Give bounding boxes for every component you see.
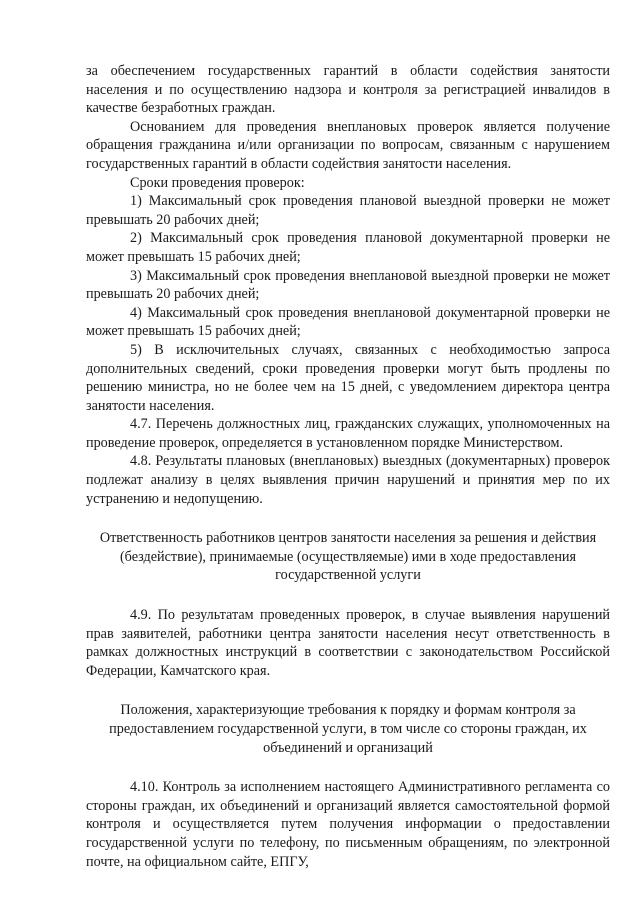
list-item-term-2: 2) Максимальный срок проведения плановой документарной проверки не может превышать 15 рабочих дней; — [86, 230, 610, 265]
spacer — [86, 680, 610, 701]
paragraph-4-10: 4.10. Контроль за исполнением настоящего Административного регламента со стороны граждан, их объединений и организаций является самостоятельной формой контроля и осуществляется путем получения информации о предоставлении государственной услуги по телефону, по письменным обращениям, по электронной почте, на официальном сайте, ЕПГУ, — [86, 779, 610, 870]
section-heading-responsibility: Ответственность работников центров занятости населения за решения и действия (бездействие), принимаемые (осуществляемые) ими в ходе предоставления государственной услуги — [99, 530, 597, 584]
paragraph-4-7: 4.7. Перечень должностных лиц, гражданских служащих, уполномоченных на проведение проверок, определяется в установленном порядке Министерством. — [86, 416, 610, 451]
paragraph-supervision-continuation: за обеспечением государственных гарантий в области содействия занятости населения и по осуществлению надзора и контроля за регистрацией инвалидов в качестве безработных граждан. — [86, 63, 610, 117]
spacer — [86, 508, 610, 529]
section-heading-control-provisions: Положения, характеризующие требования к порядку и формам контроля за предоставлением государственной услуги, в том числе со стороны граждан, их объединений и организаций — [109, 702, 587, 756]
list-item-term-1: 1) Максимальный срок проведения плановой выездной проверки не может превышать 20 рабочих дней; — [86, 193, 610, 228]
document-page — [86, 62, 610, 871]
paragraph-inspection-terms-intro: Сроки проведения проверок: — [130, 174, 305, 191]
paragraph-4-8: 4.8. Результаты плановых (внеплановых) выездных (документарных) проверок подлежат анализу в целях выявления причин нарушений и принятия мер по их устранению и недопущению. — [86, 453, 610, 507]
spacer — [86, 585, 610, 606]
paragraph-unscheduled-grounds: Основанием для проведения внеплановых проверок является получение обращения гражданина и/или организации по вопросам, связанным с нарушением государственных гарантий в области содействия занятости населения. — [86, 118, 610, 172]
list-item-term-5: 5) В исключительных случаях, связанных с необходимостью запроса дополнительных сведений, сроки проведения проверки могут быть продлены по решению министра, но не более чем на 15 дней, с уведомлением директора центра занятости населения. — [86, 341, 610, 414]
spacer — [86, 757, 610, 778]
list-item-term-4: 4) Максимальный срок проведения внеплановой документарной проверки не может превышать 15 рабочих дней; — [86, 304, 610, 340]
list-item-term-3: 3) Максимальный срок проведения внеплановой выездной проверки не может превышать 20 рабочих дней; — [86, 267, 610, 303]
paragraph-4-9: 4.9. По результатам проведенных проверок, в случае выявления нарушений прав заявителей, работники центра занятости населения несут ответственность в рамках должностных инструкций в соответствии с законодательством Российской Федерации, Камчатского края. — [86, 607, 610, 679]
